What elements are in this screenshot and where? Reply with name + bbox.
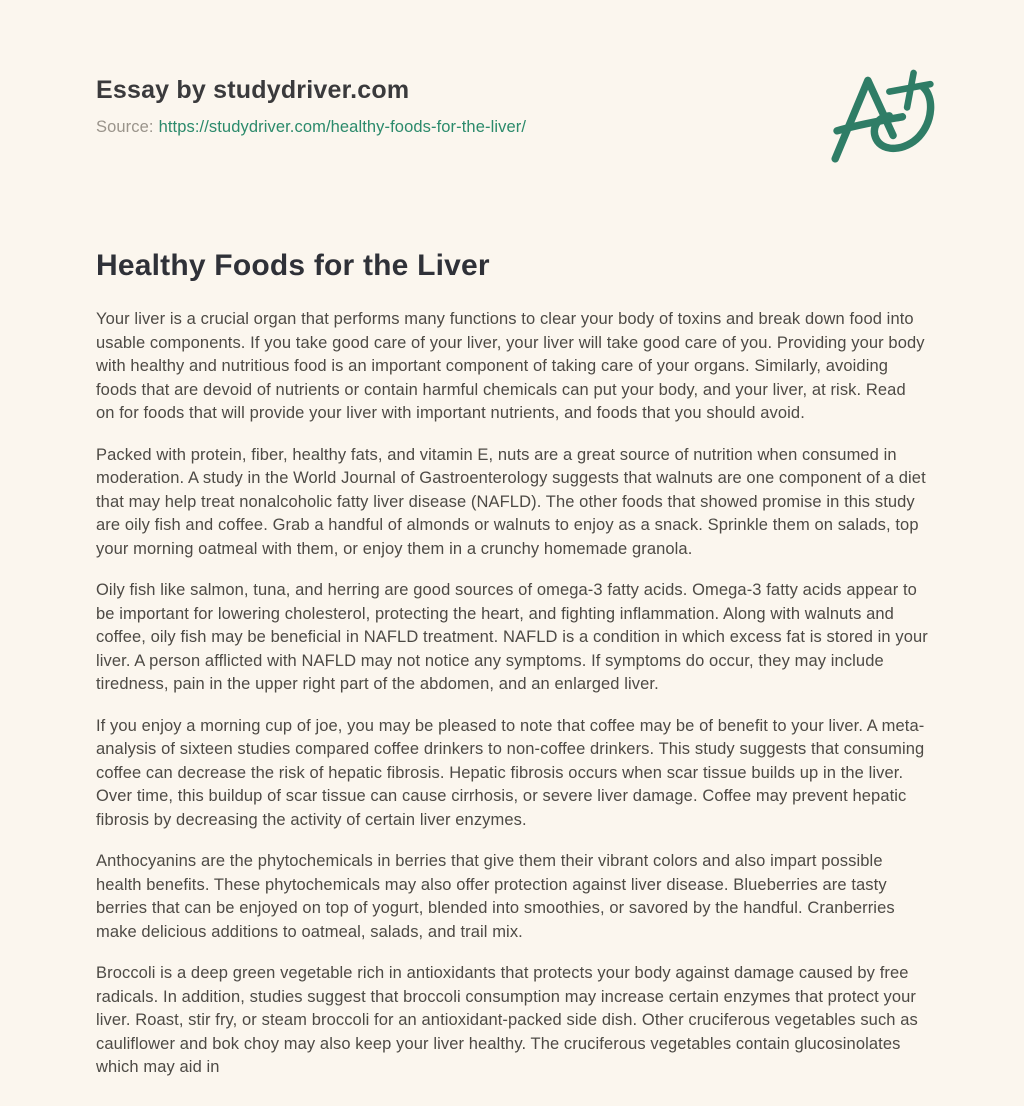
essay-paragraph-6: Broccoli is a deep green vegetable rich in antioxidants that protects your body against damage caused by free radicals. In addition, studies suggest that broccoli consumption may increase certain enzymes that protect your liver. Roast, stir fry, or steam broccoli for an antioxidant-packed side dish. Other cruciferous vegetables such as cauliflower and bok choy may also keep your liver healthy. The cruciferous vegetables contain glucosinolates which may aid in — [96, 964, 918, 1076]
essay-page — [96, 0, 928, 1080]
essay-paragraph-5: Anthocyanins are the phytochemicals in berries that give them their vibrant colors and also impart possible health benefits. These phytochemicals may also offer protection against liver disease. Blueberries are tasty berries that can be enjoyed on top of yogurt, blended into smoothies, or savored by the handful. Cranberries make delicious additions to oatmeal, salads, and trail mix. — [96, 852, 895, 941]
article-title: Healthy Foods for the Liver — [96, 249, 490, 282]
essay-heading: Essay by studydriver.com — [96, 76, 410, 104]
a-plus-handwritten-icon — [824, 62, 936, 166]
source-label: Source: — [96, 118, 154, 136]
source-url-link[interactable]: https://studydriver.com/healthy-foods-for-the-liver/ — [158, 118, 527, 136]
essay-paragraph-4: If you enjoy a morning cup of joe, you may be pleased to note that coffee may be of benefit to your liver. A meta-analysis of sixteen studies compared coffee drinkers to non-coffee drinkers. This study suggests that consuming coffee can decrease the risk of hepatic fibrosis. Hepatic fibrosis occurs when scar tissue builds up in the liver. Over time, this buildup of scar tissue can cause cirrhosis, or severe liver damage. Coffee may prevent hepatic fibrosis by decreasing the activity of certain liver enzymes. — [96, 716, 925, 829]
source-line — [96, 118, 928, 137]
essay-paragraph-1: Your liver is a crucial organ that performs many functions to clear your body of toxins and break down food into usable components. If you take good care of your liver, your liver will take good care of you. Providing your body with healthy and nutritious food is an important component of taking care of your organs. Similarly, avoiding foods that are devoid of nutrients or contain harmful chemicals can put your body, and your liver, at risk. Read on for foods that will provide your liver with important nutrients, and foods that you should avoid. — [96, 310, 925, 422]
essay-paragraph-2: Packed with protein, fiber, healthy fats, and vitamin E, nuts are a great source of nutrition when consumed in moderation. A study in the World Journal of Gastroenterology suggests that walnuts are one component of a diet that may help treat nonalcoholic fatty liver disease (NAFLD). The other foods that showed promise in this study are oily fish and coffee. Grab a handful of almonds or walnuts to enjoy as a snack. Sprinkle them on salads, top your morning oatmeal with them, or enjoy them in a crunchy homemade granola. — [96, 445, 926, 558]
studydriver-logo — [824, 62, 936, 166]
essay-paragraph-3: Oily fish like salmon, tuna, and herring are good sources of omega-3 fatty acids. Omega-3 fatty acids appear to be important for lowering cholesterol, protecting the heart, and fighting inflammation. Along with walnuts and coffee, oily fish may be beneficial in NAFLD treatment. NAFLD is a condition in which excess fat is stored in your liver. A person afflicted with NAFLD may not notice any symptoms. If symptoms do occur, they may include tiredness, pain in the upper right part of the abdomen, and an enlarged liver. — [96, 581, 928, 693]
article-body — [96, 308, 928, 1080]
